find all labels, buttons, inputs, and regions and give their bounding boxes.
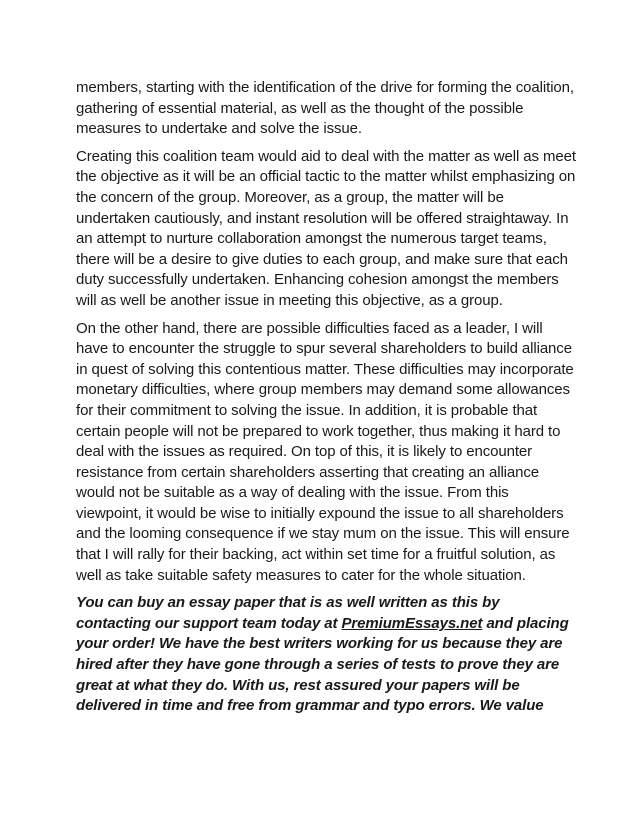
- promo-text-after: and placing your order! We have the best writers working for us because they are hired after they have gone through a series of tests to prove they are great at what they do. With us, rest assured your papers will be delivered in time and free from grammar and typo errors. We value: [76, 614, 569, 715]
- paragraph-coalition-intro: members, starting with the identification of the drive for forming the coalition, gathering of essential material, as well as the thought of the possible measures to undertake and solve the issue.: [76, 79, 574, 138]
- paragraph-difficulties: On the other hand, there are possible difficulties faced as a leader, I will have to encounter the struggle to spur several shareholders to build alliance in quest of solving this contentious matter. These difficulties may incorporate monetary difficulties, where group members may demand some allowances for their commitment to solving the issue. In addition, it is probable that certain people will not be prepared to work together, thus making it hard to deal with the issues as required. On top of this, it is likely to encounter resistance from certain shareholders asserting that creating an alliance would not be suitable as a way of dealing with the issue. From this viewpoint, it would be wise to initially expound the issue to all shareholders and the looming consequence if we stay mum on the issue. This will ensure that I will rally for their backing, act within set time for a fruitful solution, as well as take suitable safety measures to cater for the whole situation.: [76, 319, 574, 584]
- promo-paragraph: [76, 593, 576, 717]
- promo-text-before: You can buy an essay paper that is as well written as this by contacting our support team today at: [76, 594, 500, 632]
- premiumessays-link[interactable]: PremiumEssays.net: [341, 614, 483, 632]
- paragraph-coalition-team: Creating this coalition team would aid to deal with the matter as well as meet the objective as it will be an official tactic to the matter whilst emphasizing on the concern of the group. Moreover, as a group, the matter will be undertaken cautiously, and instant resolution will be offered straightaway. In an attempt to nurture collaboration amongst the numerous target teams, there will be a desire to give duties to each group, and make sure that each duty successfully undertaken. Enhancing cohesion amongst the members will as well be another issue in meeting this objective, as a group.: [76, 147, 576, 309]
- document-body: [76, 78, 576, 717]
